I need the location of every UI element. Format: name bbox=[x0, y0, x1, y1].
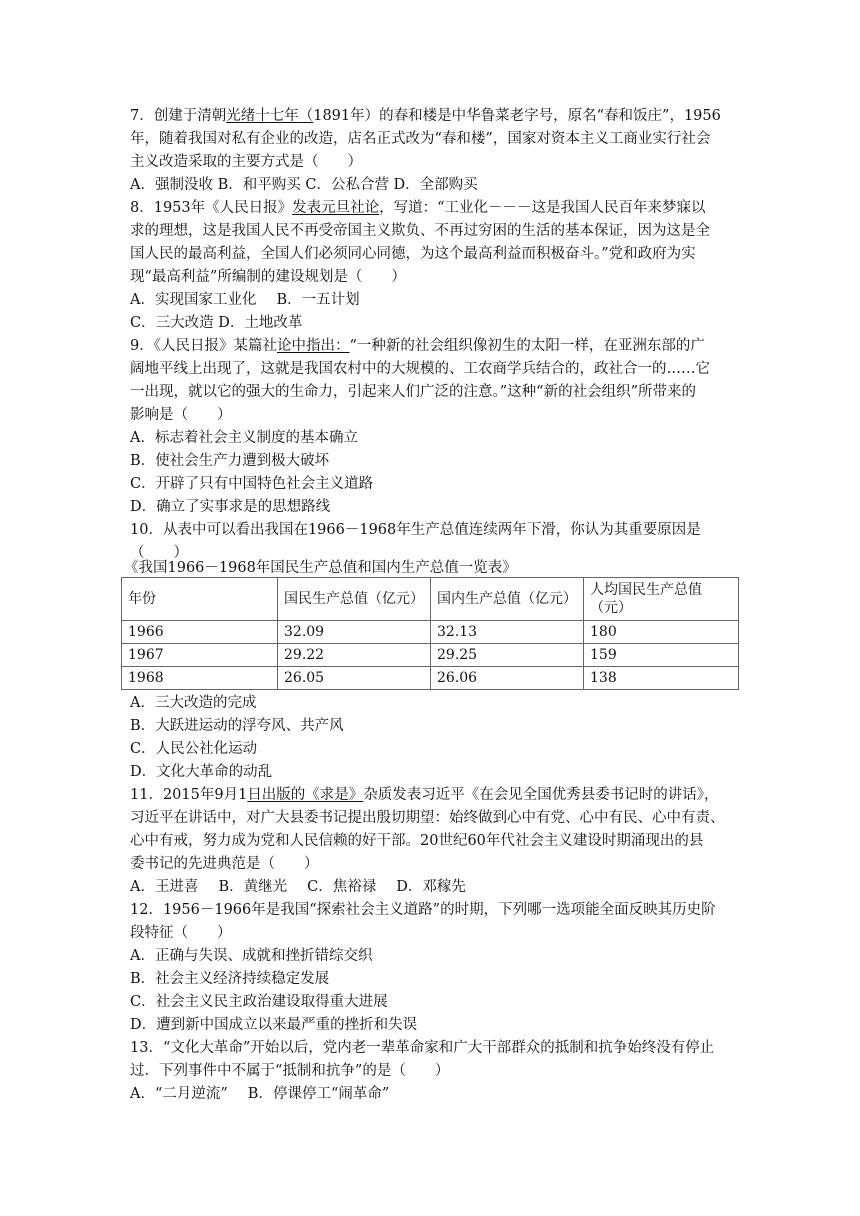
q13-line-2: 过．下列事件中不属于“抵制和抗争”的是（ ） bbox=[130, 1063, 450, 1079]
q11-line-2: 习近平在讲话中，对广大县委书记提出殷切期望：始终做到心中有党、心中有民、心中有责、 bbox=[130, 810, 725, 826]
q10-option-a: A．三大改造的完成 bbox=[130, 695, 257, 711]
q8-underlined-text: 发表元旦社论 bbox=[292, 200, 380, 216]
q9-underlined-text: 论中指出： bbox=[276, 338, 350, 354]
table-cell: 159 bbox=[584, 644, 739, 667]
q9-text-cont: “一种新的社会组织像初生的太阳一样，在亚洲东部的广 bbox=[349, 338, 705, 354]
q10-option-c: C．人民公社化运动 bbox=[130, 741, 258, 757]
table-header-cell: 年份 bbox=[122, 578, 278, 621]
table-header-cell: 人均国民生产总值（元） bbox=[584, 578, 739, 621]
q12-option-d: D．遭到新中国成立以来最严重的挫折和失误 bbox=[130, 1017, 418, 1033]
table-cell: 138 bbox=[584, 667, 739, 690]
q8-option-b: B．一五计划 bbox=[276, 292, 360, 308]
q11-line-4: 委书记的先进典范是（ ） bbox=[130, 856, 319, 872]
table-row bbox=[122, 621, 739, 644]
q10-option-b: B．大跃进运动的浮夸风、共产风 bbox=[130, 718, 344, 734]
table-header-cell: 国内生产总值（亿元） bbox=[431, 578, 584, 621]
q9-line-3: 一出现，就以它的强大的生命力，引起来人们广泛的注意。”这种“新的社会组织”所带来的 bbox=[130, 384, 696, 400]
q9-line-4: 影响是（ ） bbox=[130, 407, 232, 423]
q13-option-b: B．停课停工“闹革命” bbox=[247, 1086, 390, 1102]
q11-options bbox=[130, 877, 466, 897]
table-cell: 1966 bbox=[122, 621, 278, 644]
q11-option-c: C．焦裕禄 bbox=[307, 879, 377, 895]
q8-options-cd: C．三大改造 D．土地改革 bbox=[130, 315, 303, 331]
gdp-table bbox=[121, 577, 739, 690]
q7-text: 7．创建于清朝 bbox=[130, 108, 227, 124]
q11-line-1 bbox=[130, 785, 719, 805]
q7-line-3: 主义改造采取的主要方式是（ ） bbox=[130, 154, 362, 170]
q8-options-ab bbox=[130, 290, 360, 310]
table-cell: 26.05 bbox=[278, 667, 431, 690]
q9-line-2: 阔地平线上出现了，这就是我国农村中的大规模的、工农商学兵结合的，政社合一的……它 bbox=[130, 361, 710, 377]
table-cell: 26.06 bbox=[431, 667, 584, 690]
q8-line-3: 国人民的最高利益，全国人们必须同心同德，为这个最高利益而积极奋斗。”党和政府为实 bbox=[130, 246, 696, 262]
q9-option-b: B．使社会生产力遭到极大破坏 bbox=[130, 453, 330, 469]
q7-line-1 bbox=[130, 106, 721, 126]
table-cell: 1967 bbox=[122, 644, 278, 667]
q10-option-d: D．文化大革命的动乱 bbox=[130, 764, 273, 780]
q10-table-title: 《我国1966－1968年国民生产总值和国内生产总值一览表》 bbox=[124, 560, 517, 576]
table-cell: 32.09 bbox=[278, 621, 431, 644]
q8-line-2: 求的理想，这是我国人民不再受帝国主义欺负、不再过穷困的生活的基本保证，因为这是全 bbox=[130, 223, 710, 239]
q9-option-c: C．开辟了只有中国特色社会主义道路 bbox=[130, 476, 374, 492]
q11-line-3: 心中有戒，努力成为党和人民信赖的好干部。20世纪60年代社会主义建设时期涌现出的县 bbox=[130, 833, 704, 849]
table-row bbox=[122, 667, 739, 690]
q10-line-2: （ ） bbox=[130, 545, 188, 561]
q11-option-b: B．黄继光 bbox=[218, 879, 288, 895]
q11-text: 11．2015年9月1 bbox=[130, 787, 248, 803]
q12-option-b: B．社会主义经济持续稳定发展 bbox=[130, 971, 330, 987]
q9-option-a: A．标志着社会主义制度的基本确立 bbox=[130, 430, 358, 446]
q12-line-1: 12．1956－1966年是我国“探索社会主义道路”的时期，下列哪一选项能全面反映其历史阶 bbox=[130, 902, 716, 918]
q7-options: A．强制没收 B．和平购买 C．公私合营 D．全部购买 bbox=[130, 177, 478, 193]
table-cell: 180 bbox=[584, 621, 739, 644]
q9-line-1 bbox=[130, 336, 705, 356]
q12-option-a: A．正确与失误、成就和挫折错综交织 bbox=[130, 948, 373, 964]
table-cell: 32.13 bbox=[431, 621, 584, 644]
table-cell: 29.25 bbox=[431, 644, 584, 667]
q11-option-d: D．邓稼先 bbox=[396, 879, 466, 895]
q13-option-a: A．“二月逆流” bbox=[130, 1086, 228, 1102]
q7-underlined-text: 光绪十七年（ bbox=[226, 108, 314, 124]
q13-options bbox=[130, 1084, 389, 1104]
table-header-row bbox=[122, 578, 739, 621]
table-cell: 29.22 bbox=[278, 644, 431, 667]
q8-text-cont: ，写道：“工业化－－－这是我国人民百年来梦寐以 bbox=[379, 200, 706, 216]
q8-line-4: 现“最高利益”所编制的建设规划是（ ） bbox=[130, 269, 406, 285]
q11-underlined-text: 日出版的《求是》 bbox=[247, 787, 364, 803]
q12-line-2: 段特征（ ） bbox=[130, 925, 232, 941]
table-cell: 1968 bbox=[122, 667, 278, 690]
q7-text-cont: 1891年）的春和楼是中华鲁菜老字号，原名“春和饭庄”，1956 bbox=[313, 108, 721, 124]
q12-option-c: C．社会主义民主政治建设取得重大进展 bbox=[130, 994, 388, 1010]
table-row bbox=[122, 644, 739, 667]
q11-text-cont: 杂质发表习近平《在会见全国优秀县委书记时的讲话》， bbox=[363, 787, 719, 803]
q10-line-1: 10．从表中可以看出我国在1966－1968年生产总值连续两年下滑，你认为其重要原因是 bbox=[130, 522, 701, 538]
q9-text: 9．《人民日报》某篇社 bbox=[130, 338, 277, 354]
table-header-cell: 国民生产总值（亿元） bbox=[278, 578, 431, 621]
q8-option-a: A．实现国家工业化 bbox=[130, 292, 257, 308]
q8-line-1 bbox=[130, 198, 706, 218]
q7-line-2: 年，随着我国对私有企业的改造，店名正式改为“春和楼”，国家对资本主义工商业实行社会 bbox=[130, 131, 711, 147]
q8-text: 8．1953年《人民日报》 bbox=[130, 200, 293, 216]
q9-option-d: D．确立了实事求是的思想路线 bbox=[130, 499, 331, 515]
q11-option-a: A．王进喜 bbox=[130, 879, 199, 895]
q13-line-1: 13．“文化大革命”开始以后，党内老一辈革命家和广大干部群众的抵制和抗争始终没有停止 bbox=[130, 1040, 715, 1056]
